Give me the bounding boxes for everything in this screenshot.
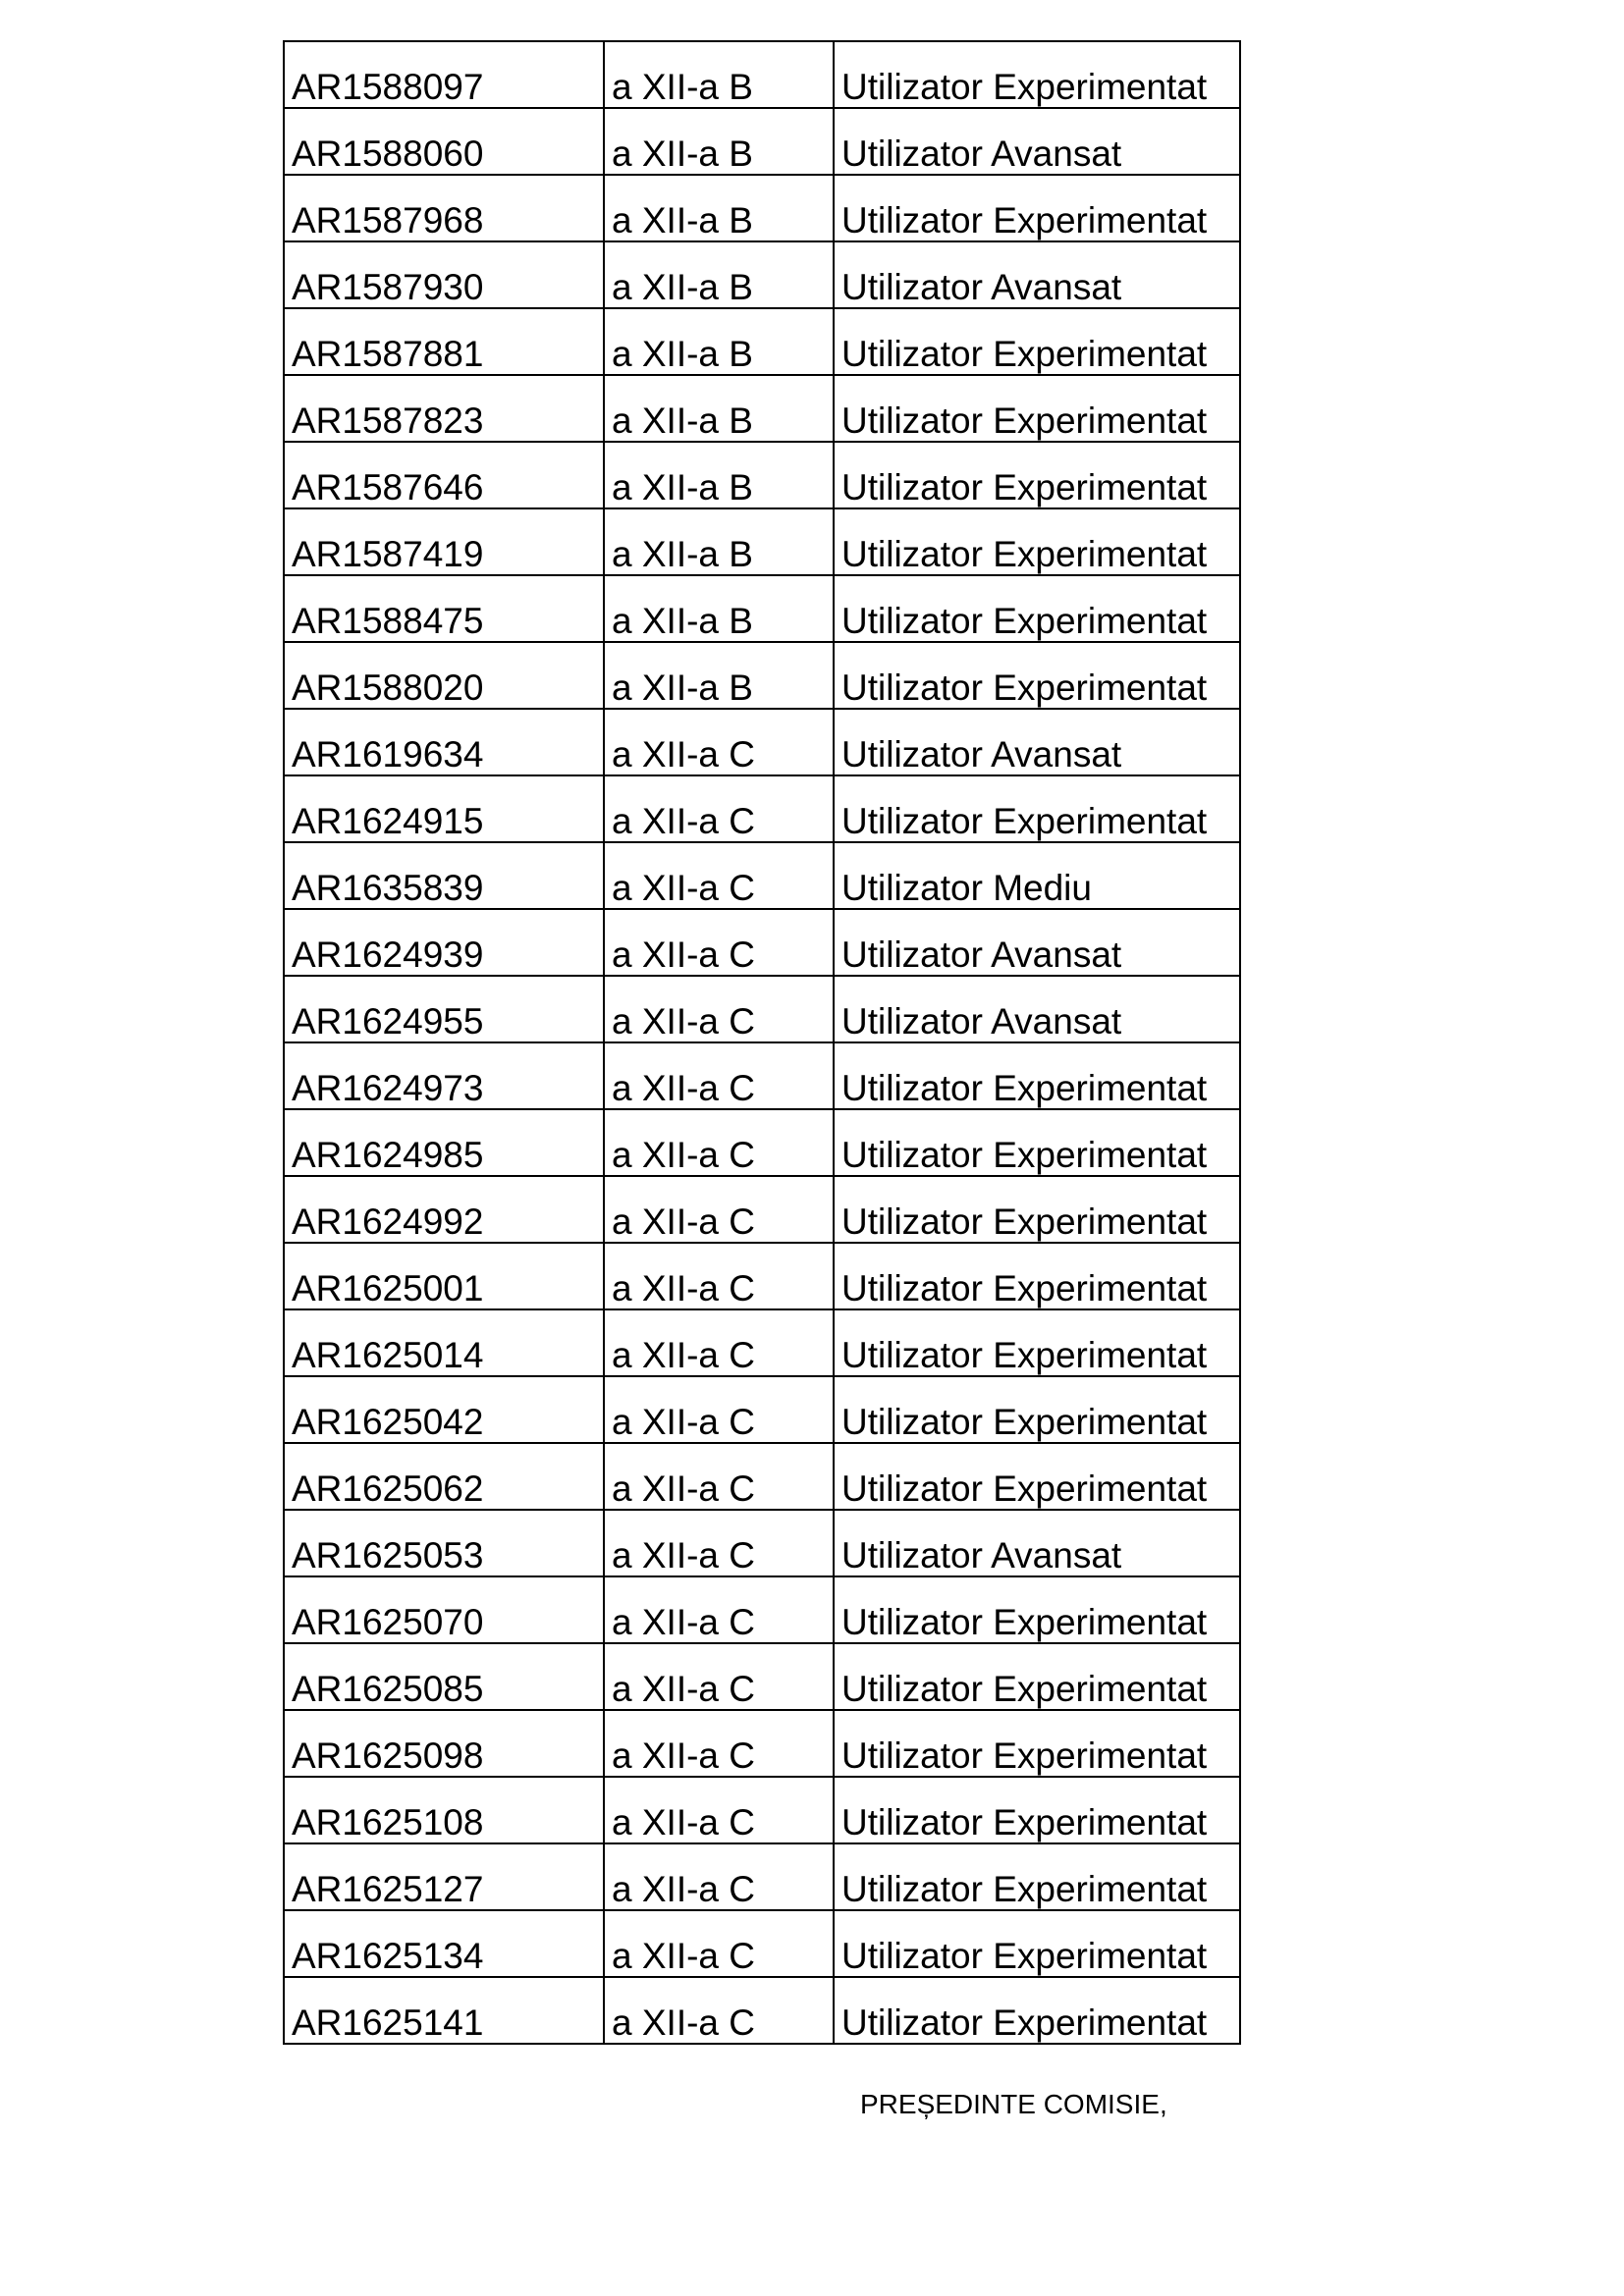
table-row (284, 1910, 1240, 1977)
level-cell: Utilizator Avansat (834, 976, 1240, 1042)
level-cell: Utilizator Experimentat (834, 508, 1240, 575)
table-row (284, 1376, 1240, 1443)
level-cell: Utilizator Experimentat (834, 1977, 1240, 2044)
candidate-code-cell: AR1624973 (284, 1042, 604, 1109)
candidate-code-cell: AR1625085 (284, 1643, 604, 1710)
candidate-code-cell: AR1625053 (284, 1510, 604, 1576)
class-cell: a XII-a C (604, 1176, 834, 1243)
class-cell: a XII-a C (604, 1042, 834, 1109)
class-cell: a XII-a C (604, 1977, 834, 2044)
class-cell: a XII-a B (604, 575, 834, 642)
table-row (284, 1510, 1240, 1576)
table-row (284, 1576, 1240, 1643)
class-cell: a XII-a C (604, 842, 834, 909)
table-row (284, 1843, 1240, 1910)
candidate-code-cell: AR1587646 (284, 442, 604, 508)
level-cell: Utilizator Experimentat (834, 1910, 1240, 1977)
candidate-code-cell: AR1625062 (284, 1443, 604, 1510)
candidate-code-cell: AR1625014 (284, 1309, 604, 1376)
level-cell: Utilizator Experimentat (834, 442, 1240, 508)
level-cell: Utilizator Avansat (834, 909, 1240, 976)
table-row (284, 1710, 1240, 1777)
table-row (284, 842, 1240, 909)
level-cell: Utilizator Avansat (834, 241, 1240, 308)
candidate-code-cell: AR1625098 (284, 1710, 604, 1777)
level-cell: Utilizator Experimentat (834, 1176, 1240, 1243)
level-cell: Utilizator Experimentat (834, 1243, 1240, 1309)
candidate-code-cell: AR1625001 (284, 1243, 604, 1309)
level-cell: Utilizator Experimentat (834, 1643, 1240, 1710)
level-cell: Utilizator Avansat (834, 1510, 1240, 1576)
class-cell: a XII-a C (604, 1309, 834, 1376)
table-row (284, 1777, 1240, 1843)
class-cell: a XII-a C (604, 1910, 834, 1977)
signature-label: PREȘEDINTE COMISIE, (860, 2089, 1167, 2119)
level-cell: Utilizator Experimentat (834, 575, 1240, 642)
candidate-code-cell: AR1625042 (284, 1376, 604, 1443)
class-cell: a XII-a C (604, 909, 834, 976)
class-cell: a XII-a C (604, 1243, 834, 1309)
level-cell: Utilizator Experimentat (834, 775, 1240, 842)
level-cell: Utilizator Experimentat (834, 642, 1240, 709)
level-cell: Utilizator Experimentat (834, 375, 1240, 442)
table-row (284, 108, 1240, 175)
table-row (284, 442, 1240, 508)
table-row (284, 1443, 1240, 1510)
level-cell: Utilizator Experimentat (834, 1376, 1240, 1443)
candidate-code-cell: AR1625127 (284, 1843, 604, 1910)
class-cell: a XII-a B (604, 642, 834, 709)
candidate-code-cell: AR1624992 (284, 1176, 604, 1243)
candidate-code-cell: AR1588097 (284, 41, 604, 108)
candidate-code-cell: AR1588475 (284, 575, 604, 642)
candidate-code-cell: AR1635839 (284, 842, 604, 909)
class-cell: a XII-a C (604, 1777, 834, 1843)
candidate-code-cell: AR1625070 (284, 1576, 604, 1643)
table-row (284, 241, 1240, 308)
table-row (284, 775, 1240, 842)
level-cell: Utilizator Experimentat (834, 1710, 1240, 1777)
level-cell: Utilizator Experimentat (834, 175, 1240, 241)
level-cell: Utilizator Experimentat (834, 1777, 1240, 1843)
candidate-code-cell: AR1587419 (284, 508, 604, 575)
class-cell: a XII-a B (604, 175, 834, 241)
candidate-code-cell: AR1588020 (284, 642, 604, 709)
results-table (283, 40, 1241, 2045)
candidate-code-cell: AR1619634 (284, 709, 604, 775)
level-cell: Utilizator Experimentat (834, 1843, 1240, 1910)
candidate-code-cell: AR1587823 (284, 375, 604, 442)
candidate-code-cell: AR1625141 (284, 1977, 604, 2044)
table-row (284, 1643, 1240, 1710)
class-cell: a XII-a C (604, 1376, 834, 1443)
class-cell: a XII-a C (604, 709, 834, 775)
table-row (284, 1176, 1240, 1243)
class-cell: a XII-a C (604, 1643, 834, 1710)
level-cell: Utilizator Experimentat (834, 41, 1240, 108)
table-row (284, 1243, 1240, 1309)
class-cell: a XII-a C (604, 1843, 834, 1910)
table-row (284, 1109, 1240, 1176)
table-row (284, 175, 1240, 241)
class-cell: a XII-a B (604, 308, 834, 375)
level-cell: Utilizator Experimentat (834, 1309, 1240, 1376)
table-row (284, 308, 1240, 375)
level-cell: Utilizator Avansat (834, 108, 1240, 175)
class-cell: a XII-a C (604, 1576, 834, 1643)
table-row (284, 909, 1240, 976)
candidate-code-cell: AR1625108 (284, 1777, 604, 1843)
level-cell: Utilizator Avansat (834, 709, 1240, 775)
table-row (284, 976, 1240, 1042)
class-cell: a XII-a C (604, 976, 834, 1042)
candidate-code-cell: AR1624939 (284, 909, 604, 976)
level-cell: Utilizator Experimentat (834, 1576, 1240, 1643)
class-cell: a XII-a C (604, 1710, 834, 1777)
table-row (284, 642, 1240, 709)
class-cell: a XII-a B (604, 508, 834, 575)
class-cell: a XII-a C (604, 1443, 834, 1510)
table-row (284, 1977, 1240, 2044)
level-cell: Utilizator Experimentat (834, 1443, 1240, 1510)
candidate-code-cell: AR1624915 (284, 775, 604, 842)
class-cell: a XII-a B (604, 241, 834, 308)
results-table-body (284, 41, 1240, 2044)
class-cell: a XII-a B (604, 375, 834, 442)
candidate-code-cell: AR1587968 (284, 175, 604, 241)
table-row (284, 709, 1240, 775)
table-row (284, 508, 1240, 575)
class-cell: a XII-a B (604, 108, 834, 175)
candidate-code-cell: AR1625134 (284, 1910, 604, 1977)
class-cell: a XII-a B (604, 442, 834, 508)
class-cell: a XII-a C (604, 1109, 834, 1176)
class-cell: a XII-a C (604, 1510, 834, 1576)
candidate-code-cell: AR1624985 (284, 1109, 604, 1176)
table-row (284, 41, 1240, 108)
table-row (284, 1309, 1240, 1376)
level-cell: Utilizator Experimentat (834, 1042, 1240, 1109)
level-cell: Utilizator Experimentat (834, 308, 1240, 375)
class-cell: a XII-a B (604, 41, 834, 108)
candidate-code-cell: AR1587930 (284, 241, 604, 308)
table-row (284, 575, 1240, 642)
table-row (284, 375, 1240, 442)
level-cell: Utilizator Experimentat (834, 1109, 1240, 1176)
class-cell: a XII-a C (604, 775, 834, 842)
candidate-code-cell: AR1587881 (284, 308, 604, 375)
candidate-code-cell: AR1588060 (284, 108, 604, 175)
level-cell: Utilizator Mediu (834, 842, 1240, 909)
candidate-code-cell: AR1624955 (284, 976, 604, 1042)
table-row (284, 1042, 1240, 1109)
